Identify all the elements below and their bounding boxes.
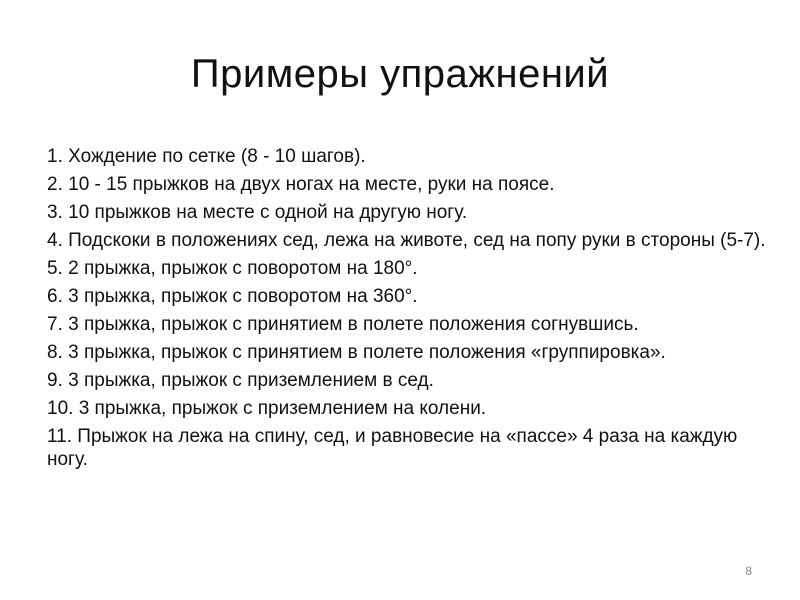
list-item: 4. Подскоки в положениях сед, лежа на животе, сед на попу руки в стороны (5-7). bbox=[47, 230, 766, 251]
list-item: 11. Прыжок на лежа на спину, сед, и равновесие на «пассе» 4 раза на каждую ногу. bbox=[47, 426, 738, 470]
list-item: 5. 2 прыжка, прыжок с поворотом на 180°. bbox=[47, 258, 418, 279]
list-item: 8. 3 прыжка, прыжок с принятием в полете положения «группировка». bbox=[47, 342, 666, 363]
page-number: 8 bbox=[745, 564, 752, 578]
list-item: 1. Хождение по сетке (8 - 10 шагов). bbox=[47, 146, 366, 167]
list-item: 2. 10 - 15 прыжков на двух ногах на месте, руки на поясе. bbox=[47, 174, 555, 195]
list-item: 9. 3 прыжка, прыжок с приземлением в сед. bbox=[47, 370, 434, 391]
exercise-list bbox=[47, 145, 767, 476]
list-item: 6. 3 прыжка, прыжок с поворотом на 360°. bbox=[47, 286, 418, 307]
list-item: 7. 3 прыжка, прыжок с принятием в полете положения согнувшись. bbox=[47, 314, 639, 335]
list-item: 10. 3 прыжка, прыжок с приземлением на колени. bbox=[47, 398, 487, 419]
list-item: 3. 10 прыжков на месте с одной на другую ногу. bbox=[47, 202, 468, 223]
slide-title: Примеры упражнений bbox=[190, 52, 610, 96]
